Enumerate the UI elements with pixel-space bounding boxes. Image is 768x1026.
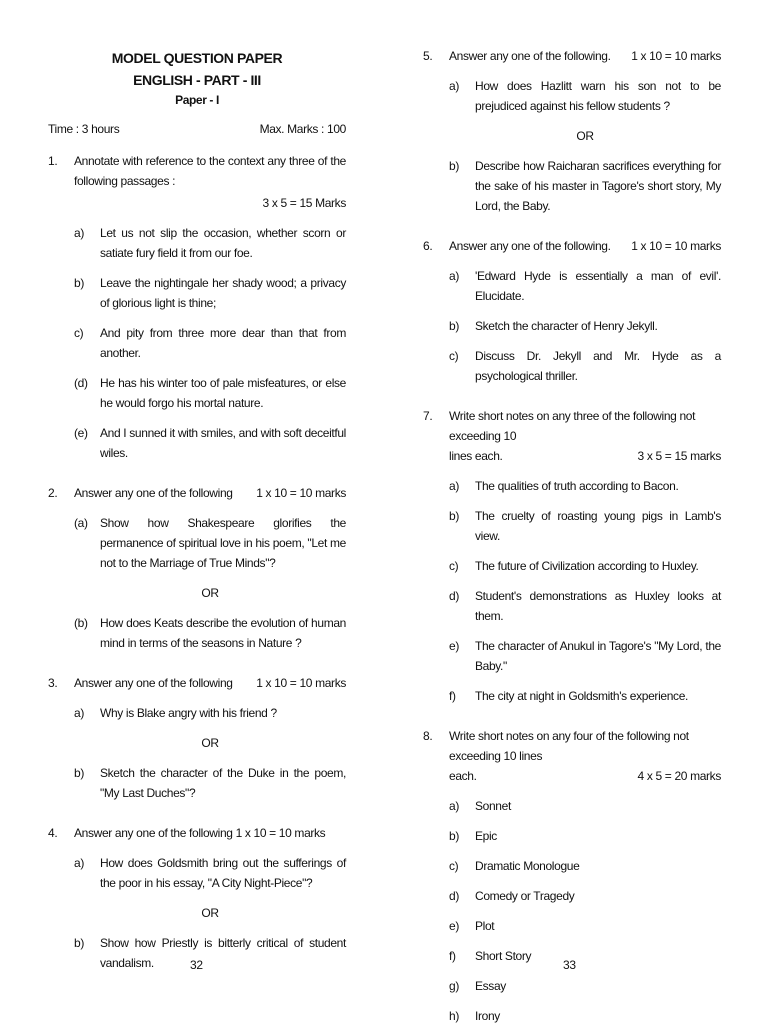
sub-question [74,513,346,573]
question-text: Answer any one of the following. [449,239,611,253]
question-number: 8. [423,729,433,743]
sub-text: Let us not slip the occasion, whether scorn or satiate fury field it from our foe. [100,226,346,260]
sub-label: f) [449,949,456,963]
sub-question [449,916,721,936]
sub-label: h) [449,1009,459,1023]
sub-text: Essay [475,979,506,993]
question-8 [423,726,721,1026]
sub-text: Show how Priestly is bitterly critical of student vandalism. [100,936,346,970]
sub-question [74,423,346,463]
or-divider: OR [201,736,219,750]
sub-question [74,223,346,263]
sub-text: Irony [475,1009,500,1023]
sub-question [449,976,721,996]
sub-text: The qualities of truth according to Bacon. [475,479,679,493]
question-marks: 3 x 5 = 15 marks [637,449,721,463]
sub-text: Describe how Raicharan sacrifices everything for the sake of his master in Tagore's short story, My Lord, the Baby. [475,159,721,213]
sub-label: (e) [74,426,88,440]
question-text: Answer any one of the following. [449,49,611,63]
sub-label: e) [449,639,459,653]
question-4 [48,823,346,973]
sub-text: Epic [475,829,497,843]
question-marks: 4 x 5 = 20 marks [637,769,721,783]
sub-text: Short Story [475,949,532,963]
sub-question [74,613,346,653]
sub-label: b) [449,509,459,523]
sub-text: Leave the nightingale her shady wood; a privacy of glorious light is thine; [100,276,346,310]
sub-label: a) [74,226,84,240]
question-text: Annotate with reference to the context any three of the following passages : [74,154,346,188]
sub-question [449,316,721,336]
question-text: Answer any one of the following [74,676,233,690]
sub-question [74,763,346,803]
sub-question [449,856,721,876]
question-number: 6. [423,239,433,253]
sub-label: a) [449,269,459,283]
sub-question [449,946,721,966]
sub-label: b) [74,766,84,780]
sub-label: (a) [74,516,88,530]
sub-question [449,76,721,116]
sub-question [449,886,721,906]
question-7 [423,406,721,706]
sub-question [449,1006,721,1026]
paper-subtitle: ENGLISH - PART - III [133,72,261,88]
sub-text: He has his winter too of pale misfeatures, or else he would forgo his mortal nature. [100,376,346,410]
sub-text: The city at night in Goldsmith's experience. [475,689,688,703]
sub-text: How does Goldsmith bring out the sufferings of the poor in his essay, "A City Night-Piece"? [100,856,346,890]
sub-label: (d) [74,376,88,390]
question-text-cont: lines each. [449,449,503,463]
sub-text: 'Edward Hyde is essentially a man of evil'. Elucidate. [475,269,721,303]
sub-question [449,266,721,306]
page-number-right: 33 [563,958,576,972]
sub-label: a) [449,479,459,493]
sub-label: b) [449,319,459,333]
exam-meta [48,119,346,139]
sub-label: a) [74,706,84,720]
sub-question [449,346,721,386]
sub-label: (b) [74,616,88,630]
question-number: 2. [48,486,58,500]
sub-question [449,156,721,216]
sub-label: f) [449,689,456,703]
sub-question [74,373,346,413]
sub-question [449,556,721,576]
question-6 [423,236,721,386]
sub-label: c) [74,326,84,340]
sub-question [449,586,721,626]
question-text: Answer any one of the following 1 x 10 = 10 marks [74,826,326,840]
question-text: Answer any one of the following [74,486,233,500]
sub-text: Sonnet [475,799,511,813]
question-marks: 3 x 5 = 15 Marks [262,196,346,210]
sub-label: a) [74,856,84,870]
question-3 [48,673,346,803]
sub-label: a) [449,79,459,93]
question-number: 1. [48,154,58,168]
sub-question [449,636,721,676]
sub-text: Dramatic Monologue [475,859,580,873]
sub-question [74,933,346,973]
sub-text: Plot [475,919,495,933]
sub-label: g) [449,979,459,993]
sub-text: Comedy or Tragedy [475,889,575,903]
question-number: 4. [48,826,58,840]
sub-label: d) [449,589,459,603]
question-text-cont: each. [449,769,477,783]
question-text: Write short notes on any four of the following not exceeding 10 lines [449,729,689,763]
right-page [423,40,721,1026]
question-marks: 1 x 10 = 10 marks [256,676,346,690]
paper-number: Paper - I [175,93,219,107]
sub-text: The future of Civilization according to Huxley. [475,559,699,573]
or-divider: OR [576,129,594,143]
question-marks: 1 x 10 = 10 marks [631,239,721,253]
sub-question [74,703,346,723]
sub-text: The character of Anukul in Tagore's "My Lord, the Baby." [475,639,721,673]
sub-label: c) [449,559,459,573]
sub-text: How does Keats describe the evolution of human mind in terms of the seasons in Nature ? [100,616,346,650]
sub-label: a) [449,799,459,813]
question-marks: 1 x 10 = 10 marks [256,486,346,500]
sub-text: Sketch the character of Henry Jekyll. [475,319,658,333]
sub-label: e) [449,919,459,933]
max-marks-label: Max. Marks : 100 [259,122,346,136]
sub-label: c) [449,349,459,363]
sub-text: And pity from three more dear than that from another. [100,326,346,360]
question-number: 3. [48,676,58,690]
page-number-left: 32 [190,958,203,972]
left-page [48,40,346,973]
question-2 [48,483,346,653]
time-label: Time : 3 hours [48,122,120,136]
sub-text: Discuss Dr. Jekyll and Mr. Hyde as a psychological thriller. [475,349,721,383]
question-number: 5. [423,49,433,63]
question-number: 7. [423,409,433,423]
sub-label: d) [449,889,459,903]
sub-text: Student's demonstrations as Huxley looks at them. [475,589,721,623]
sub-text: How does Hazlitt warn his son not to be prejudiced against his fellow students ? [475,79,721,113]
sub-question [449,476,721,496]
sub-question [74,273,346,313]
or-divider: OR [201,586,219,600]
question-5 [423,46,721,216]
sub-question [449,826,721,846]
sub-label: b) [449,829,459,843]
sub-question [74,853,346,893]
sub-label: b) [449,159,459,173]
question-text: Write short notes on any three of the following not exceeding 10 [449,409,696,443]
sub-label: b) [74,936,84,950]
sub-text: The cruelty of roasting young pigs in Lamb's view. [475,509,721,543]
sub-question [449,796,721,816]
sub-question [449,686,721,706]
question-marks: 1 x 10 = 10 marks [631,49,721,63]
sub-text: And I sunned it with smiles, and with soft deceitful wiles. [100,426,346,460]
sub-label: c) [449,859,459,873]
sub-text: Sketch the character of the Duke in the poem, "My Last Duches"? [100,766,346,800]
paper-title: MODEL QUESTION PAPER [111,50,283,66]
sub-text: Show how Shakespeare glorifies the permanence of spiritual love in his poem, "Let me not to the Marriage of True Minds"? [100,516,346,570]
sub-label: b) [74,276,84,290]
question-1 [48,151,346,463]
or-divider: OR [201,906,219,920]
sub-question [449,506,721,546]
sub-question [74,323,346,363]
sub-text: Why is Blake angry with his friend ? [100,706,277,720]
